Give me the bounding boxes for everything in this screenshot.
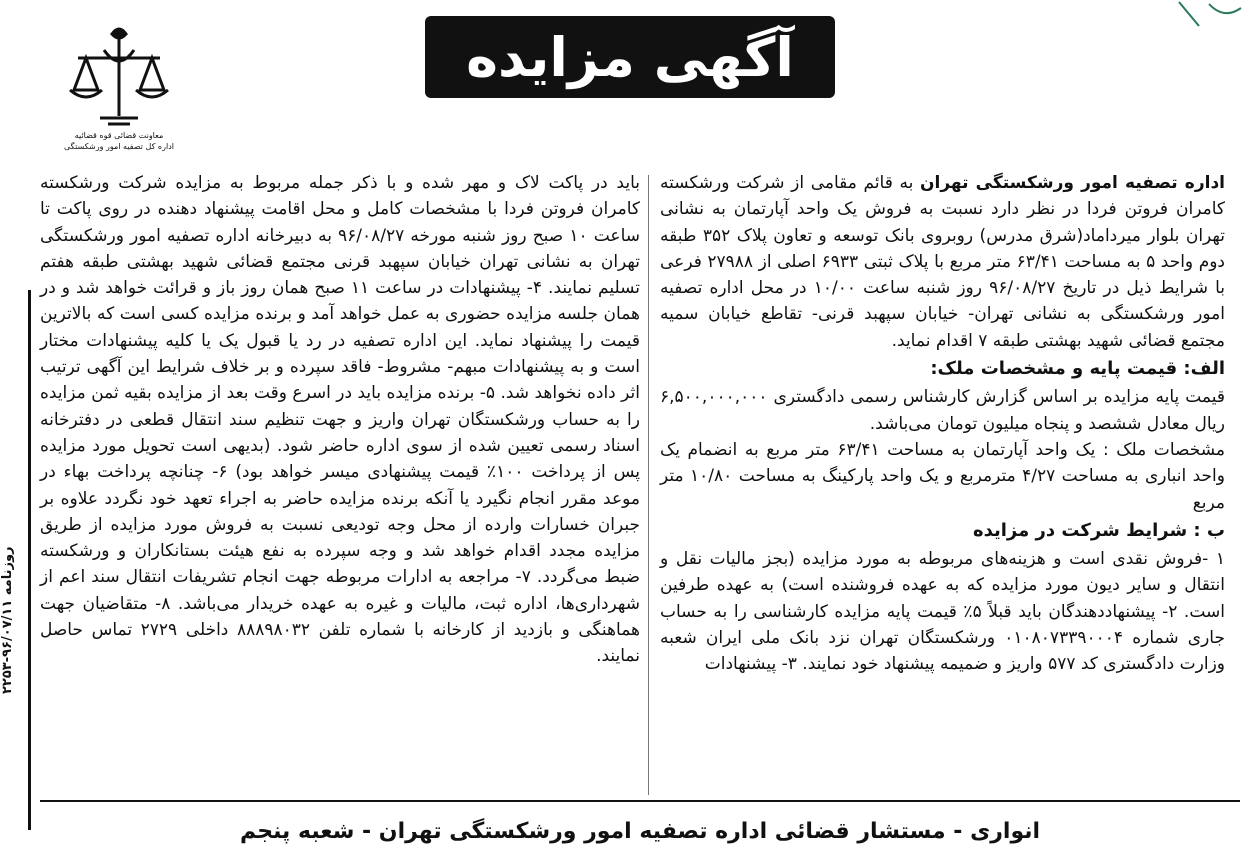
intro-office-name: اداره تصفیه امور ورشکستگی تهران (919, 173, 1225, 193)
intro-paragraph (660, 170, 1225, 354)
emblem-caption-line-1: معاونت قضائی قوه قضائیه (74, 131, 164, 140)
section-a-spec: مشخصات ملک : یک واحد آپارتمان به مساحت ۶۳/۴۱ متر مربع به انضمام یک واحد انباری به مساحت ۴/۲۷ مترمربع و یک واحد پارکینگ به مساحت ۱۰/۸۰ متر مربع (660, 439, 1225, 513)
left-column-text: باید در پاکت لاک و مهر شده و با ذکر جمله مربوط به مزایده شرکت ورشکسته کامران فروتن فردا با مشخصات کامل و محل اقامت پیشنهاد دهنده در روی پاکت تا ساعت ۱۰ صبح روز شنبه مورخه ۹۶/۰۸/۲۷ به دبیرخانه اداره تصفیه امور ورشکستگی تهران به نشانی تهران خیابان سپهبد قرنی مجتمع قضائی شهید بهشتی طبقه هفتم تسلیم نمایند. ۴- پیشنهادات در ساعت ۱۱ صبح همان روز باز و قرائت خواهد شد و در همان جلسه مزایده حضوری به عمل خواهد آمد و برنده مزایده کسی است که بالاترین قیمت را پیشنهاد نماید. این اداره تصفیه در رد یا قبول یک یا کلیه پیشنهادات مختار است و به پیشنهادات مبهم- مشروط- فاقد سپرده و بر خلاف شرایط این آگهی ترتیب اثر داده نخواهد شد. ۵- برنده مزایده باید در اسرع وقت بعد از مزایده بقیه ثمن مزایده را به حساب ورشکستگان تهران واریز و جهت تنظیم سند انتقال قطعی در دفترخانه اسناد رسمی تعیین شده از سوی اداره حاضر شود. (بدیهی است تحویل مورد مزایده پس از پرداخت ۱۰۰٪ قیمت پیشنهادی میسر خواهد بود) ۶- چنانچه پرداخت بهاء در موعد مقرر انجام نگیرد یا آنکه برنده مزایده حاضر به اجراء تعهد خود نگردد علاوه بر جبران خسارات وارده از محل وجه تودیعی نسبت به فروش مورد مزایده از طریق مزایده مجدد اقدام خواهد شد و وجه سپرده به نفع هیئت بستانکاران و ورشکسته ضبط می‌گردد. ۷- مراجعه به ادارات مربوطه جهت انجام تشریفات انتقال سند اعم از شهرداری‌ها، اداره ثبت، مالیات و غیره به عهده خریدار می‌باشد. ۸- متقاضیان جهت هماهنگی و بازدید از کارخانه با شماره تلفن ۸۸۸۹۸۰۳۲ داخلی ۲۷۲۹ تماس حاصل نمایند. (40, 173, 641, 667)
section-b-text: ۱ -فروش نقدی است و هزینه‌های مربوطه به مورد مزایده (بجز مالیات نقل و انتقال و سایر دیون مورد مزایده که به عهده فروشنده است) به عهده طرفین است. ۲- پیشنهاددهندگان باید قبلاً ۵٪ قیمت پایه مزایده کارشناسی را به حساب جاری شماره ۰۱۰۸۰۷۳۳۹۰۰۰۴ ورشکستگان تهران نزد بانک ملی ایران شعبه وزارت دادگستری کد ۵۷۷ واریز و ضمیمه پیشنهاد خود نمایند. ۳- پیشنهادات (660, 549, 1225, 675)
column-divider (648, 175, 649, 795)
intro-text: به قائم مقامی از شرکت ورشکسته کامران فروتن فردا در نظر دارد نسبت به فروش یک واحد آپارتمان به نشانی تهران بلوار میرداماد(شرق مدرس) روبروی بانک توسعه و تعاون پلاک ۳۵۲ طبقه دوم واحد ۵ به مساحت ۶۳/۴۱ متر مربع با پلاک ثبتی ۶۹۳۳ اصلی از ۲۷۹۸۸ فرعی با شرایط ذیل در تاریخ ۹۶/۰۸/۲۷ روز شنبه ساعت ۱۰/۰۰ در محل اداره تصفیه امور ورشکستگی به نشانی تهران- خیابان سپهبد قرنی- تقاطع خیابان سمیه مجتمع قضائی شهید بهشتی طبقه ۷ اقدام نماید. (660, 173, 1226, 351)
page-title: آگهی مزایده (425, 16, 835, 98)
footer-signature: انواری - مستشار قضائی اداره تصفیه امور ورشکستگی تهران - شعبه پنجم (40, 800, 1240, 860)
judiciary-emblem (64, 20, 174, 160)
section-b-heading: ب : شرایط شرکت در مزایده (972, 519, 1225, 541)
corner-pen-mark (1169, 0, 1249, 30)
section-a-price: قیمت پایه مزایده بر اساس گزارش کارشناس رسمی دادگستری ۶,۵۰۰,۰۰۰,۰۰۰ ریال معادل ششصد و پنجاه میلیون تومان می‌باشد. (660, 387, 1225, 434)
side-rule (28, 290, 31, 830)
emblem-caption-line-2: اداره کل تصفیه امور ورشکستگی (63, 142, 174, 151)
newspaper-date-strip: روزنامه ۹۶/۰۷/۱۱-۲۲۵۳ (0, 546, 15, 694)
left-column (40, 170, 640, 670)
section-a-heading: الف: قیمت پایه و مشخصات ملک: (930, 358, 1225, 380)
emblem-caption (64, 130, 174, 152)
right-column (660, 170, 1225, 678)
scales-of-justice-emblem-icon (64, 20, 174, 130)
